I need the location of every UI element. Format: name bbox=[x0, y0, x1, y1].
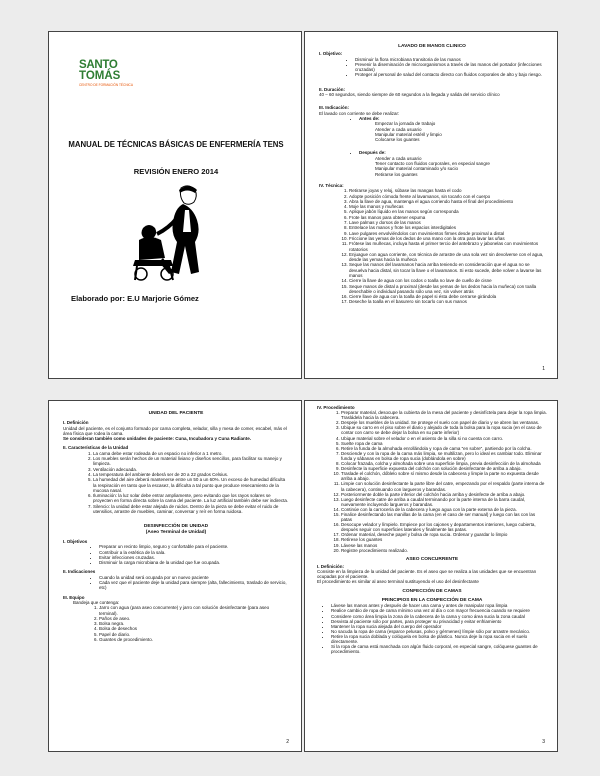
step-item: 4. Ubique material sobre el velador o en el asiento de la silla si no cuenta con carro. bbox=[341, 436, 547, 441]
section-heading: III. Indicación: bbox=[319, 105, 350, 111]
principles-list bbox=[317, 603, 547, 654]
step-item: 12. Enjuague con agua corriente, con técnica de arrastre de una sola vez sin devolverse con el agua, desde las yemas hacia la muñeca bbox=[349, 252, 545, 263]
aseo-definition-2: El procedimiento es similar al aseo terminal sustituyendo el uso del desinfectante bbox=[317, 579, 479, 585]
step-item: 4. Moje las manos y muñecas bbox=[349, 204, 545, 209]
step-item: 7. Desciende y con la ropa de la cama más limpia, se multilizan, pero lo ideal es cambiar todo. Eliminar funda y sábanas en bolsa de ropa sucia (doblándola en sobre) bbox=[341, 451, 547, 461]
list-item: • Si la ropa de cama está manchada con algún fluido corporal, en especial sangre, colóquese guantes de procedimiento. bbox=[331, 644, 547, 654]
logo-line-1: SANTO bbox=[79, 59, 118, 71]
list-item: Retirarse los guantes bbox=[375, 171, 418, 177]
definition-text-2: Se consideran también como unidades de paciente: Cuna, Incubadora y Cuna Radiante. bbox=[63, 436, 252, 442]
step-item: 6. Retire la funda de la almohada enrollándola y ropa de cama "en sobre", partiendo por la colcha. bbox=[341, 446, 547, 451]
objectives-list bbox=[319, 57, 545, 78]
list-item: • Prevenir la diseminación de microorganismos a través de las manos del portador (infecciones cruzadas) bbox=[355, 62, 545, 73]
list-item: Atender a cada usuario bbox=[375, 155, 422, 161]
section-heading: III. Equipo bbox=[63, 594, 85, 600]
list-item: • Mantener la ropa sucia alejada del cuerpo del operador bbox=[331, 624, 547, 629]
section-heading: IV. Procedimiento bbox=[317, 405, 355, 410]
equipment-list bbox=[63, 605, 289, 642]
step-item: 20. Registre procedimiento realizado. bbox=[341, 548, 547, 553]
list-item: • Proteger al personal de salud del contacto directo con fluidos corporales de alto y bajo riesgo. bbox=[355, 72, 545, 77]
list-item: • Considere como área limpia la zona de la cabecera de la cama y como área sucia la zona caudal bbox=[331, 614, 547, 619]
step-item: 6. Frote las manos para obtener espuma bbox=[349, 215, 545, 220]
list-item: 6. Iluminación: la luz solar debe entrar ampliamente, pero evitando que los rayos solares se proyecten en forma directa sobre la cama del paciente. La luz artificial también debe ser indirecta. bbox=[93, 493, 289, 504]
step-item: 8. Entrelace las manos y frote los espacios interdigitales bbox=[349, 225, 545, 230]
characteristics-list bbox=[63, 451, 289, 515]
step-item: 19. Lávese las manos bbox=[341, 543, 547, 548]
logo-subtitle: CENTRO DE FORMACIÓN TÉCNICA bbox=[79, 83, 133, 87]
section-heading: IV. Técnica: bbox=[319, 182, 344, 188]
step-item: 12. Posteriormente doble la parte inferior del colchón hacia arriba y desinfecte de arriba a abajo. bbox=[341, 492, 547, 497]
section-heading: I. Definición bbox=[63, 420, 89, 426]
cover-title: MANUAL DE TÉCNICAS BÁSICAS DE ENFERMERÍA TENS bbox=[68, 140, 284, 149]
list-item: • Cada vez que el paciente deje la unidad para siempre (alta, fallecimiento, traslado de servicio, etc) bbox=[99, 580, 289, 591]
section-title: DESINFECCIÓN DE UNIDAD bbox=[143, 524, 209, 530]
list-item: 1. Jarro con agua (para aseo concurrente) y jarro con solución desinfectante (para aseo terminal). bbox=[99, 605, 289, 616]
santo-tomas-logo bbox=[79, 60, 139, 87]
list-item: • Disminuir la flora microbiana transitoria de las manos bbox=[355, 57, 545, 62]
step-item: 3. Abra la llave de agua, mantenga el agua corriendo hasta el final del procedimiento bbox=[349, 199, 545, 204]
hand-washing-page bbox=[304, 31, 558, 379]
list-item: Tener contacto con fluidos corporales, en especial sangre bbox=[375, 161, 490, 167]
list-item: • Disminuir la carga microbiana de la unidad que fue ocupada. bbox=[99, 560, 289, 565]
list-item: 2. Paños de aseo. bbox=[99, 616, 289, 621]
step-item: 10. Traslade el colchón, dóblelo sobre sí mismo desde la cabecera y limpie la parte no expuesta desde arriba a abajo. bbox=[341, 471, 547, 481]
list-item: Manipular material contaminado y/o sucio bbox=[375, 166, 459, 172]
section-title: ASEO CONCURRENTE bbox=[405, 556, 459, 562]
patient-unit-page bbox=[48, 400, 302, 752]
section-heading: II. Características de la Unidad bbox=[63, 445, 129, 451]
list-item: 2. Los muebles serán hechos de un material liviano y diseños sencillos, para facilitar su manejo y limpieza. bbox=[93, 456, 289, 467]
step-item: 16. Cierre llave de agua con la toalla de papel si ésta debe cerrarse girándola bbox=[349, 294, 545, 299]
list-item: Colocarse los guantes bbox=[375, 137, 420, 143]
step-item: 10. Friccione las yemas de los dedos de una mano con la otra para lavar las uñas bbox=[349, 236, 545, 241]
section-title: CONFECCIÓN DE CAMAS bbox=[402, 589, 462, 595]
section-subtitle: PRINCIPIOS EN LA CONFECCIÓN DE CAMA bbox=[381, 598, 483, 604]
list-item: 6. Guantes de procedimiento. bbox=[99, 637, 289, 642]
step-item: 2. Despeje los muebles de la unidad. Se protege el suelo con papel de diario y se abren las ventanas. bbox=[341, 420, 547, 425]
step-item: 17. Deseche la toalla en el basurero sin tocarlo con sus manos bbox=[349, 299, 545, 304]
cover-page bbox=[48, 31, 302, 379]
list-item: • Preparar un recinto limpio, seguro y confortable para el paciente. bbox=[99, 544, 289, 549]
list-item: • Realice cambio de ropa de cama mínimo una vez al día o con mayor frecuencia cuando se requiere bbox=[331, 608, 547, 613]
step-item: 7. Lave palmas y dorsos de las manos bbox=[349, 220, 545, 225]
list-item: 1. La cama debe estar rodeada de un espacio no inferior a 1 metro. bbox=[93, 451, 289, 456]
step-item: 1. Preparar material, desocupe la cubierta de la mesa del paciente y desinfíctela para dejar la ropa limpia. Trasládela hacia la cabecera. bbox=[341, 410, 547, 420]
step-item: 2. Adopte posición cómoda frente al lavamanos, sin tocarlo con el cuerpo bbox=[349, 194, 545, 199]
step-item: 11. Frótese las muñecas, incluya hasta el primer tercio del antebrazo y jabonelas con movimientos rotatorios bbox=[349, 241, 545, 252]
list-item: 4. La temperatura del ambiente deberá ser de 20 a 22 grados Celsius. bbox=[93, 472, 289, 477]
step-item: 11. Limpie con solución desinfectante la parte libre del catre, empezando por el respaldo (parte interna de la cabecera), continuando con largueros y barandas. bbox=[341, 481, 547, 491]
section-heading: I. Objetivo: bbox=[319, 51, 343, 57]
technique-steps bbox=[319, 188, 545, 305]
step-item: 9. Lave pulgares envolviéndolos con movimientos firmes desde proximal a distal bbox=[349, 231, 545, 236]
antes-list bbox=[319, 121, 545, 142]
list-item: 4. Bolsa de desechos bbox=[99, 626, 289, 631]
list-item: Atender a cada usuario bbox=[375, 126, 422, 132]
section-heading: II. Duración: bbox=[319, 86, 346, 92]
list-item: • Cuando la unidad será ocupada por un nuevo paciente bbox=[99, 575, 289, 580]
section-heading: II. Indicaciones bbox=[63, 569, 96, 575]
step-item: 14. Cierre la llave de agua con los codos o toalla no lave de cuello de cisne bbox=[349, 278, 545, 283]
indication-text: El lavado con corriente se debe realizar: bbox=[319, 110, 400, 116]
step-item: 16. Desocupe velador y límpielo. Empiece por los cajones y departamentos interiores, luego cubierta, después seguir con superficies laterales y finalmente las patas. bbox=[341, 522, 547, 532]
step-item: 5. Aplique jabón líquido en las manos según corresponda bbox=[349, 209, 545, 214]
aseo-definition: Consiste en la limpieza de la unidad del paciente. Es el aseo que se realiza a las unidades que se encuentran ocupadas por el paciente. bbox=[317, 568, 537, 579]
list-item: 7. Silencio: la unidad debe estar alejada de ruidos. Dentro de la pieza se debe evitar el ruido de utensilios, arrastre de muebles, caminar, conversar y reír en forma ruidosa. bbox=[93, 504, 289, 515]
section-heading: I. Definición: bbox=[317, 563, 344, 569]
despues-list bbox=[319, 156, 545, 177]
step-item: 15. Seque manos de distal a proximal (desde las yemas de los dedos hacia la muñeca) con toalla desechable o individual pasando sólo una vez, sin volver atrás bbox=[349, 284, 545, 295]
definition-text: Unidad del paciente, es el conjunto formado por cama completa, velador, silla y mesa de comer, escabel, más el área física que rodea la cama. bbox=[63, 425, 287, 436]
step-item: 18. Retírese los guantes bbox=[341, 537, 547, 542]
page-number: 3 bbox=[542, 739, 545, 745]
indications-list bbox=[63, 575, 289, 591]
list-item: • Contribuir a la estética de la sala. bbox=[99, 550, 289, 555]
section-subtitle: (Aseo Terminal de Unidad) bbox=[145, 529, 207, 535]
page-number: 2 bbox=[286, 739, 289, 745]
duration-text: 40 – 60 segundos, siendo siempre de 60 segundos a la llegada y salida del servicio clínico bbox=[319, 92, 500, 98]
list-item: • Desvista al paciente sólo por partes, para proteger su privacidad y evitar enfriamiento bbox=[331, 619, 547, 624]
logo-line-2: TOMÁS bbox=[79, 70, 121, 82]
list-item: 3. Ventilación adecuada. bbox=[93, 467, 289, 472]
step-item: 13. Seque las manos del lavamanos hacia arriba teniendo en consideración que el agua no se devuelva hacia distal, sin tocar la llave o el lavamanos. Si esto sucede, debe volver a lavarse las manos bbox=[349, 262, 545, 278]
cover-author: Elaborado por: E.U Marjorie Gómez bbox=[71, 294, 199, 303]
page-title: UNIDAD DEL PACIENTE bbox=[148, 411, 204, 416]
procedure-page bbox=[304, 400, 558, 752]
list-item: • Lávese las manos antes y después de hacer una cama y antes de manipular ropa limpia bbox=[331, 603, 547, 608]
list-item: • Retire la ropa sucia doblada y colóquela en bolsa de plástico. Nunca deje la ropa sucia en el suelo directamente. bbox=[331, 634, 547, 644]
section-heading: I. Objetivos bbox=[63, 538, 88, 544]
list-item: 5. La humedad del aire deberá mantenerse entre un 50 a un 60%. Un exceso de humedad dificulta la respiración en tanto que la escasez, la dificulta a tal punto que produce resecamiento de la mucosa nasal. bbox=[93, 477, 289, 493]
list-item: 3. Bolsa negra. bbox=[99, 621, 289, 626]
step-item: 8. Colocar frazada, colcha y almohada sobre una superficie limpia, previa desinfección de la almohada bbox=[341, 461, 547, 466]
step-item: 13. Luego desinfecte catre de arriba a caudal terminando por la parte interna de la barra caudal, nuevamente incluyendo largueros y barandas. bbox=[341, 497, 547, 507]
step-item: 1. Retirarse joyas y reloj, súbase las mangas hasta el codo bbox=[349, 188, 545, 193]
list-item: • No sacuda la ropa de cama (esparce pelusas, polvo y gérmenes) límpie sólo por arrastre mecánico. bbox=[331, 629, 547, 634]
step-item: 9. Desinfecte la superficie expuesta del colchón con solución desinfectante de arriba a abajo. bbox=[341, 466, 547, 471]
step-item: 3. Ubique su carro en el piso sobre el diario y alejado de toda la bolsa para la ropa sucia (en el caso de contar con carro se debe dejar la bolsa en su parte inferior) bbox=[341, 425, 547, 435]
cover-revision: REVISIÓN ENERO 2014 bbox=[133, 167, 219, 176]
step-item: 5. Suelte ropa de cama bbox=[341, 441, 547, 446]
procedure-steps bbox=[317, 410, 547, 553]
list-item: 5. Papel de diario. bbox=[99, 632, 289, 637]
list-item: Manipular material estéril y limpio bbox=[375, 131, 442, 137]
page-number: 1 bbox=[542, 366, 545, 372]
objectives-list bbox=[63, 544, 289, 565]
step-item: 15. Finalice desinfectando las manillas de la cama (en el caso de ser manual) y luego con las con las patas bbox=[341, 512, 547, 522]
nurse-patient-illustration bbox=[123, 182, 229, 284]
equipment-intro: Bandeja que contenga: bbox=[73, 599, 120, 605]
step-item: 14. Continúe con la carrocería de la cabecera y luego agua con la parte externa de la pieza. bbox=[341, 507, 547, 512]
page-title: LAVADO DE MANOS CLINICO bbox=[398, 44, 466, 49]
list-item: Empezar la jornada de trabajo bbox=[375, 121, 436, 127]
antes-label: Antes de: bbox=[359, 115, 380, 121]
despues-label: Después de: bbox=[359, 150, 386, 156]
list-item: • Evitar infecciones cruzadas. bbox=[99, 555, 289, 560]
step-item: 17. Ordenar material, deseche papel y bolsa de ropa sucia. Ordenar y guardar lo limpio bbox=[341, 532, 547, 537]
